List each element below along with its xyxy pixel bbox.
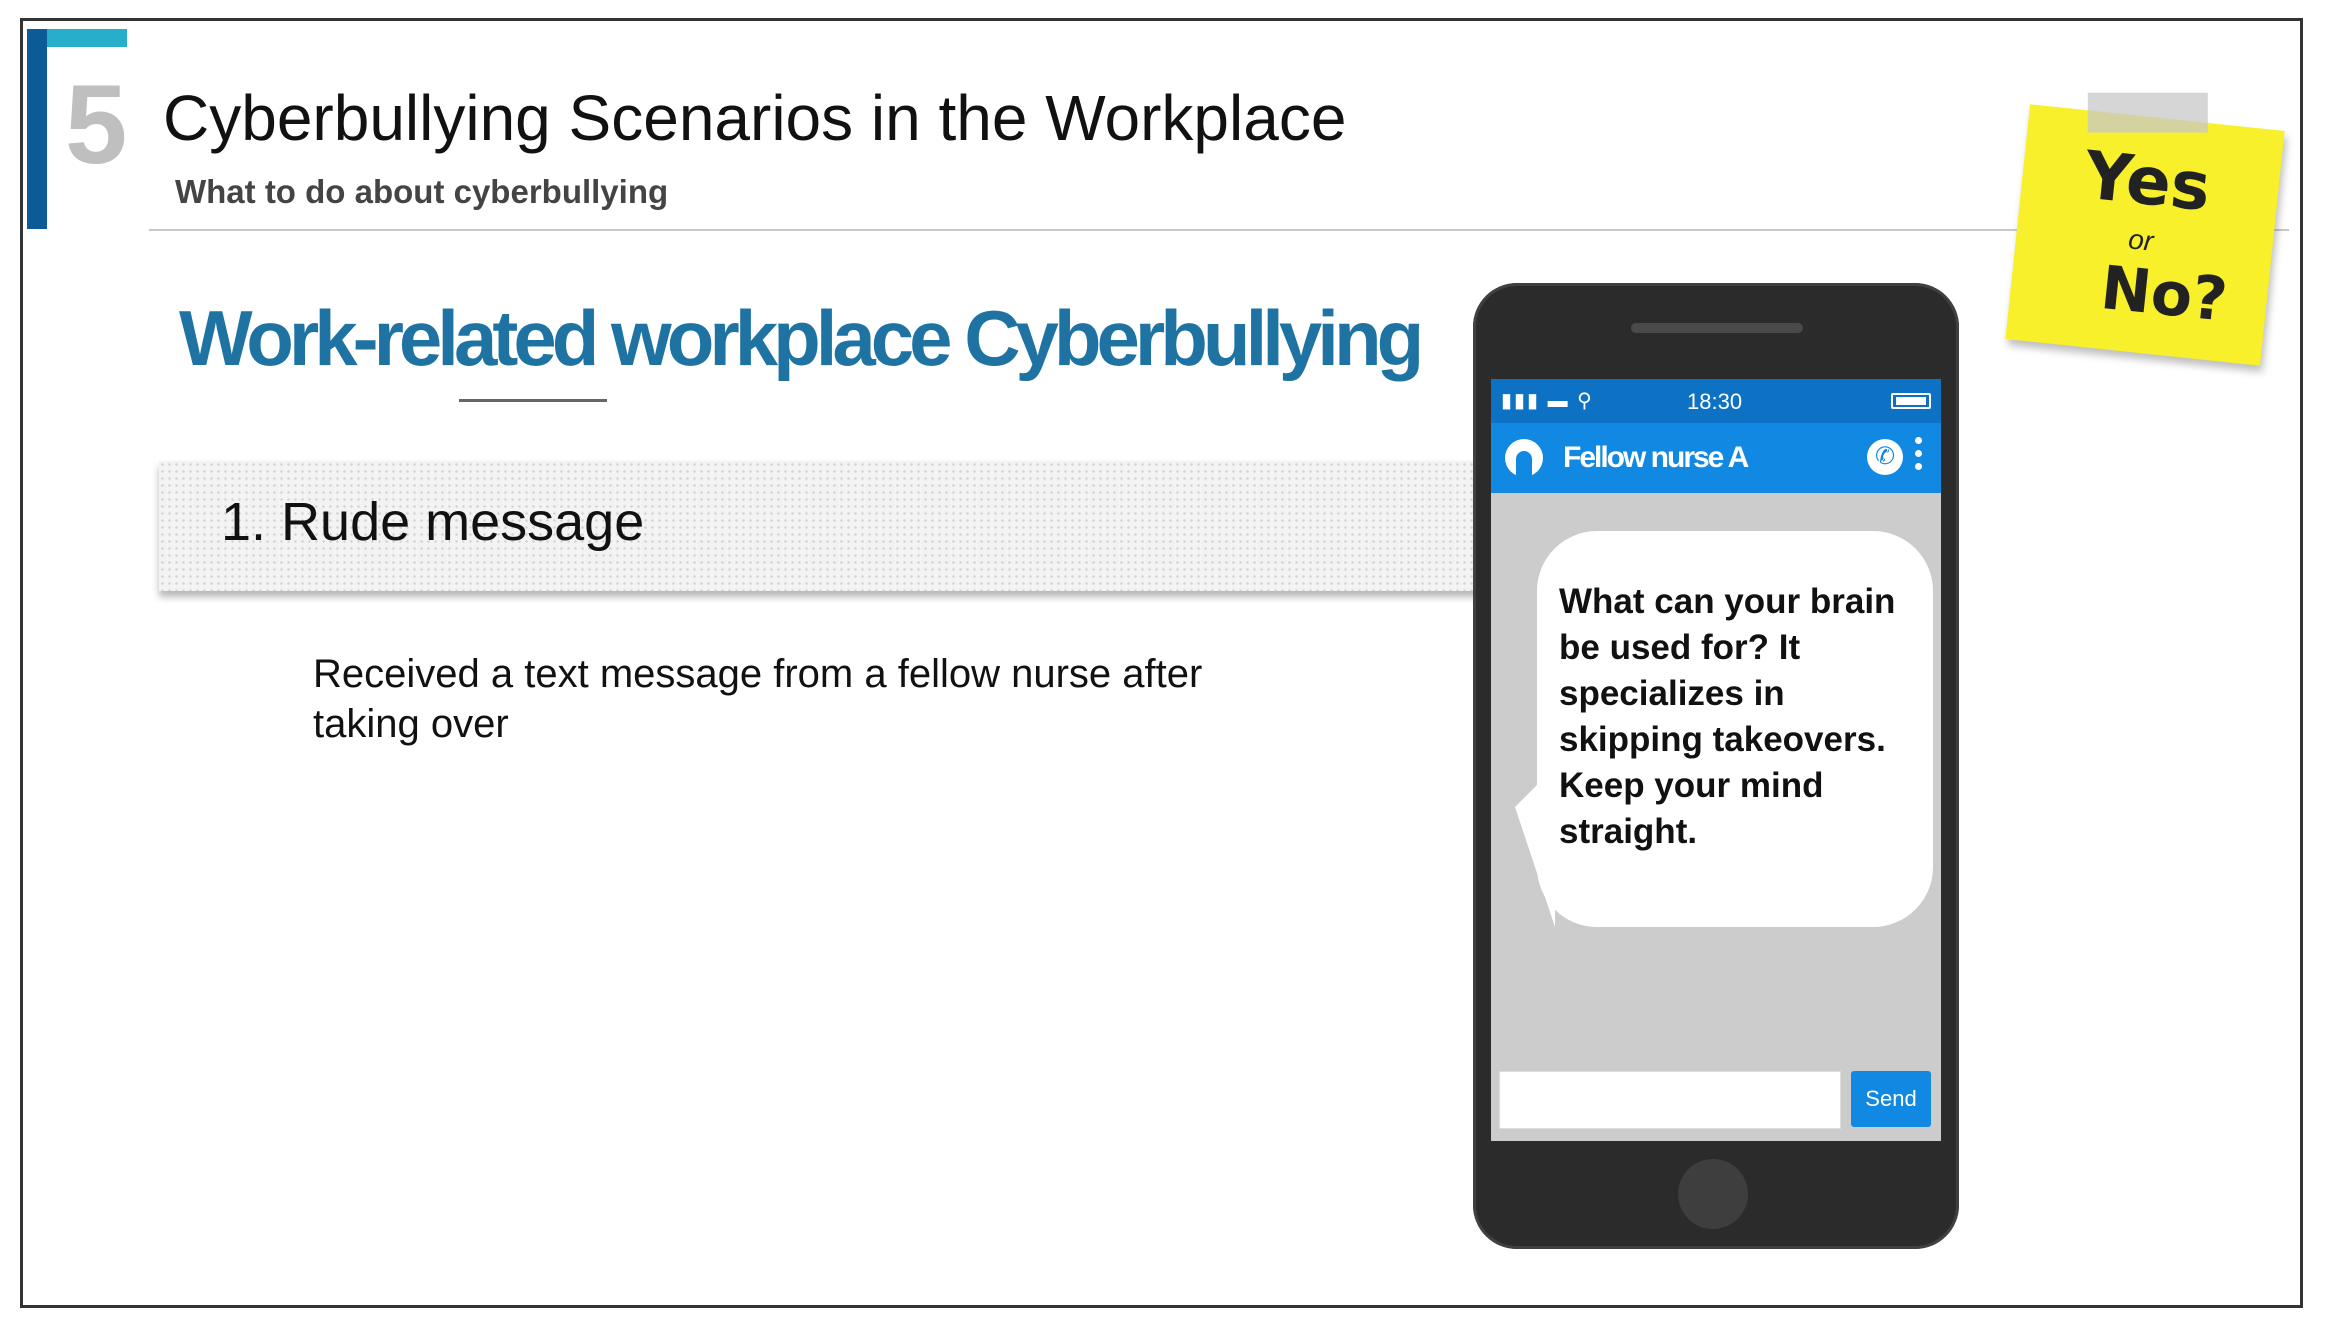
section-title: Work-related workplace Cyberbullying xyxy=(179,294,1420,382)
sticky-note-no: No? xyxy=(2097,252,2231,336)
phone-speaker xyxy=(1631,323,1803,333)
section-underline xyxy=(459,399,607,402)
slide-number: 5 xyxy=(65,62,128,187)
accent-top xyxy=(47,29,127,47)
message-input[interactable] xyxy=(1499,1071,1841,1129)
sticky-note-or: or xyxy=(2126,223,2155,257)
home-button[interactable] xyxy=(1678,1159,1748,1229)
battery-icon xyxy=(1891,393,1931,409)
contact-name: Fellow nurse A xyxy=(1563,441,1748,474)
message-bubble xyxy=(1537,531,1933,927)
scenario-banner xyxy=(159,461,1499,591)
send-button[interactable]: Send xyxy=(1851,1071,1931,1127)
slide-title: Cyberbullying Scenarios in the Workplace xyxy=(163,82,1347,154)
slide-subtitle: What to do about cyberbullying xyxy=(175,173,669,210)
scenario-description: Received a text message from a fellow nurse after taking over xyxy=(313,652,1203,746)
user-avatar-icon[interactable] xyxy=(1505,439,1543,477)
phone-screen xyxy=(1491,379,1941,1141)
more-vertical-icon[interactable] xyxy=(1915,437,1923,481)
sticky-note-yes: Yes xyxy=(2080,136,2215,227)
header-divider xyxy=(149,229,2289,231)
status-bar xyxy=(1491,379,1941,423)
phone xyxy=(1473,283,1959,1249)
sticky-note xyxy=(2005,104,2284,365)
tape xyxy=(2088,93,2208,133)
scenario-label: 1. Rude message xyxy=(221,492,645,552)
phone-call-icon[interactable]: ✆ xyxy=(1867,439,1903,475)
signal-icon: ▮▮▮ ▬ ⚲ xyxy=(1501,390,1594,412)
message-text: What can your brain be used for? It specializes in skipping takeovers. Keep your mind straight. xyxy=(1559,582,1896,851)
status-time: 18:30 xyxy=(1687,389,1743,414)
chat-header xyxy=(1491,423,1941,493)
accent-bar xyxy=(27,29,47,229)
slide-frame xyxy=(20,18,2303,1308)
